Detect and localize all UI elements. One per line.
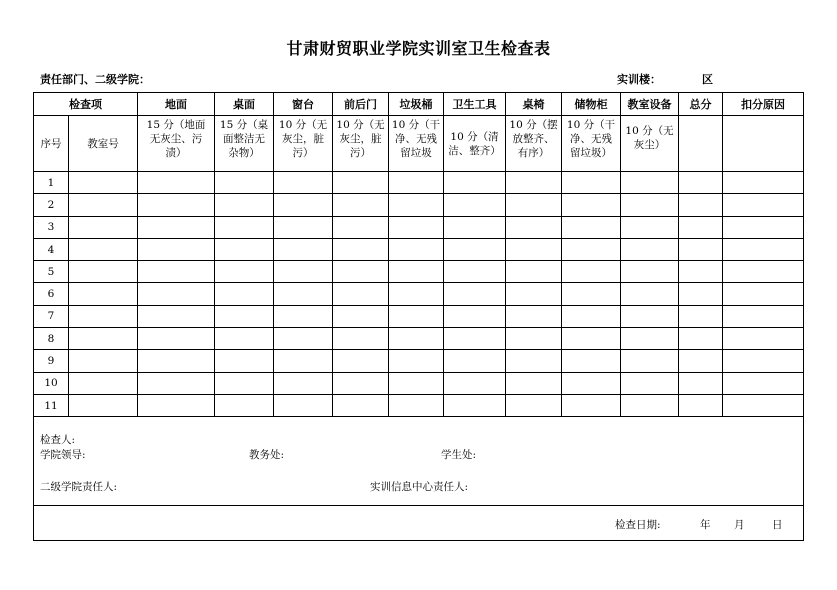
chairs-cell[interactable]: [506, 238, 562, 260]
cabinet-cell[interactable]: [562, 172, 621, 194]
cabinet-cell[interactable]: [562, 238, 621, 260]
total-cell[interactable]: [679, 194, 723, 216]
inspector-label: 检查人:: [40, 434, 76, 447]
chairs-cell[interactable]: [506, 394, 562, 416]
equipment-cell[interactable]: [621, 238, 679, 260]
chairs-cell[interactable]: [506, 216, 562, 238]
chairs-cell[interactable]: [506, 172, 562, 194]
header-equipment: 教室设备: [621, 93, 679, 116]
year-label: 年: [700, 519, 711, 532]
criteria-line: 留垃圾）: [570, 147, 612, 159]
bin-cell[interactable]: [389, 394, 444, 416]
header-window: 窗台: [274, 93, 333, 116]
signature-area: [34, 417, 804, 506]
header-floor: 地面: [138, 93, 215, 116]
criteria-line: 渍）: [165, 147, 187, 159]
reason-cell[interactable]: [723, 194, 804, 216]
inspection-table: [33, 92, 804, 541]
criteria-bin: [389, 116, 444, 172]
window-cell[interactable]: [274, 305, 333, 327]
date-area: [34, 506, 804, 541]
total-cell[interactable]: [679, 305, 723, 327]
tools-cell[interactable]: [444, 238, 506, 260]
criteria-line: 灰尘）: [633, 139, 666, 151]
criteria-line: 洁、整齐）: [448, 144, 501, 157]
door-cell[interactable]: [333, 305, 389, 327]
room-cell[interactable]: [69, 394, 138, 416]
total-cell[interactable]: [679, 261, 723, 283]
door-cell[interactable]: [333, 328, 389, 350]
chairs-cell[interactable]: [506, 350, 562, 372]
criteria-line: 15 分（桌: [219, 119, 269, 131]
total-cell[interactable]: [679, 328, 723, 350]
training-center-head-label: 实训信息中心责任人:: [370, 481, 469, 494]
room-cell[interactable]: [69, 305, 138, 327]
window-cell[interactable]: [274, 238, 333, 260]
bin-cell[interactable]: [389, 172, 444, 194]
equipment-cell[interactable]: [621, 372, 679, 394]
cabinet-cell[interactable]: [562, 328, 621, 350]
reason-cell[interactable]: [723, 216, 804, 238]
criteria-line: 留垃圾: [400, 147, 432, 159]
equipment-cell[interactable]: [621, 216, 679, 238]
floor-cell[interactable]: [138, 216, 215, 238]
table-row: [34, 216, 804, 238]
desk-cell[interactable]: [215, 305, 274, 327]
row-number: 4: [34, 238, 69, 260]
criteria-line: 10 分（干: [391, 119, 441, 131]
total-cell[interactable]: [679, 238, 723, 260]
room-cell[interactable]: [69, 350, 138, 372]
criteria-floor: [138, 116, 215, 172]
table-row: [34, 238, 804, 260]
chairs-cell[interactable]: [506, 328, 562, 350]
equipment-cell[interactable]: [621, 328, 679, 350]
footer-signatures-row: [34, 417, 804, 506]
criteria-line: 10 分（清: [450, 130, 499, 143]
desk-cell[interactable]: [215, 350, 274, 372]
header-door: 前后门: [333, 93, 389, 116]
tools-cell[interactable]: [444, 305, 506, 327]
bin-cell[interactable]: [389, 305, 444, 327]
criteria-line: 灰尘，脏: [282, 133, 324, 145]
floor-cell[interactable]: [138, 261, 215, 283]
desk-cell[interactable]: [215, 372, 274, 394]
criteria-line: 放整齐、: [512, 133, 555, 145]
criteria-line: 净、无残: [395, 133, 437, 145]
bin-cell[interactable]: [389, 261, 444, 283]
header-row: [34, 93, 804, 116]
room-cell[interactable]: [69, 194, 138, 216]
criteria-door: [333, 116, 389, 172]
room-cell[interactable]: [69, 328, 138, 350]
table-row: [34, 394, 804, 416]
criteria-line: 15 分（地面: [146, 119, 206, 131]
reason-cell[interactable]: [723, 372, 804, 394]
floor-cell[interactable]: [138, 194, 215, 216]
bin-cell[interactable]: [389, 372, 444, 394]
room-cell[interactable]: [69, 372, 138, 394]
criteria-line: 杂物）: [228, 147, 260, 159]
bin-cell[interactable]: [389, 283, 444, 305]
header-desk: 桌面: [215, 93, 274, 116]
row-number: 6: [34, 283, 69, 305]
reason-cell[interactable]: [723, 328, 804, 350]
desk-cell[interactable]: [215, 172, 274, 194]
building-label: 实训楼：: [617, 73, 661, 86]
row-number: 1: [34, 172, 69, 194]
row-number: 2: [34, 194, 69, 216]
reason-cell[interactable]: [723, 261, 804, 283]
cabinet-cell[interactable]: [562, 261, 621, 283]
cabinet-cell[interactable]: [562, 372, 621, 394]
chairs-cell[interactable]: [506, 283, 562, 305]
header-total: 总分: [679, 93, 723, 116]
criteria-line: 10 分（摆: [509, 119, 558, 131]
criteria-line: 污）: [350, 147, 371, 159]
desk-cell[interactable]: [215, 194, 274, 216]
criteria-line: 污）: [292, 147, 314, 159]
room-cell[interactable]: [69, 238, 138, 260]
header-cabinet: 储物柜: [562, 93, 621, 116]
reason-cell[interactable]: [723, 394, 804, 416]
total-cell[interactable]: [679, 372, 723, 394]
criteria-row: [34, 116, 804, 172]
bin-cell[interactable]: [389, 194, 444, 216]
secondary-college-head-label: 二级学院责任人:: [40, 481, 118, 494]
floor-cell[interactable]: [138, 238, 215, 260]
window-cell[interactable]: [274, 216, 333, 238]
bin-cell[interactable]: [389, 328, 444, 350]
chairs-cell[interactable]: [506, 372, 562, 394]
reason-cell[interactable]: [723, 172, 804, 194]
window-cell[interactable]: [274, 283, 333, 305]
tools-cell[interactable]: [444, 328, 506, 350]
area-label: 区: [702, 73, 713, 86]
row-number: 10: [34, 372, 69, 394]
desk-cell[interactable]: [215, 261, 274, 283]
tools-cell[interactable]: [444, 372, 506, 394]
equipment-cell[interactable]: [621, 394, 679, 416]
criteria-line: 10 分（干: [566, 119, 616, 131]
criteria-line: 无灰尘、污: [149, 133, 203, 145]
equipment-cell[interactable]: [621, 283, 679, 305]
desk-cell[interactable]: [215, 238, 274, 260]
chairs-cell[interactable]: [506, 305, 562, 327]
subheader-room: 教室号: [69, 116, 138, 172]
cabinet-cell[interactable]: [562, 194, 621, 216]
criteria-chairs: [506, 116, 562, 172]
criteria-line: 面整洁无: [223, 133, 265, 145]
criteria-desk: [215, 116, 274, 172]
total-cell[interactable]: [679, 172, 723, 194]
day-label: 日: [772, 519, 783, 532]
room-cell[interactable]: [69, 172, 138, 194]
inspection-date-label: 检查日期:: [615, 519, 661, 532]
door-cell[interactable]: [333, 238, 389, 260]
floor-cell[interactable]: [138, 350, 215, 372]
room-cell[interactable]: [69, 216, 138, 238]
table-row: [34, 261, 804, 283]
equipment-cell[interactable]: [621, 172, 679, 194]
desk-cell[interactable]: [215, 394, 274, 416]
desk-cell[interactable]: [215, 328, 274, 350]
footer-date-row: [34, 506, 804, 541]
door-cell[interactable]: [333, 283, 389, 305]
cabinet-cell[interactable]: [562, 216, 621, 238]
floor-cell[interactable]: [138, 172, 215, 194]
door-cell[interactable]: [333, 372, 389, 394]
header-bin: 垃圾桶: [389, 93, 444, 116]
criteria-reason: [723, 116, 804, 172]
room-cell[interactable]: [69, 283, 138, 305]
tools-cell[interactable]: [444, 394, 506, 416]
door-cell[interactable]: [333, 216, 389, 238]
cabinet-cell[interactable]: [562, 283, 621, 305]
table-row: [34, 372, 804, 394]
floor-cell[interactable]: [138, 283, 215, 305]
bin-cell[interactable]: [389, 238, 444, 260]
window-cell[interactable]: [274, 261, 333, 283]
door-cell[interactable]: [333, 194, 389, 216]
criteria-tools: [444, 116, 506, 172]
window-cell[interactable]: [274, 350, 333, 372]
reason-cell[interactable]: [723, 238, 804, 260]
equipment-cell[interactable]: [621, 194, 679, 216]
equipment-cell[interactable]: [621, 305, 679, 327]
tools-cell[interactable]: [444, 194, 506, 216]
door-cell[interactable]: [333, 261, 389, 283]
equipment-cell[interactable]: [621, 350, 679, 372]
room-cell[interactable]: [69, 261, 138, 283]
tools-cell[interactable]: [444, 172, 506, 194]
header-check-item: 检查项: [34, 93, 138, 116]
row-number: 8: [34, 328, 69, 350]
criteria-cabinet: [562, 116, 621, 172]
reason-cell[interactable]: [723, 283, 804, 305]
tools-cell[interactable]: [444, 350, 506, 372]
table-row: [34, 283, 804, 305]
desk-cell[interactable]: [215, 216, 274, 238]
month-label: 月: [734, 519, 745, 532]
window-cell[interactable]: [274, 372, 333, 394]
row-number: 5: [34, 261, 69, 283]
window-cell[interactable]: [274, 172, 333, 194]
chairs-cell[interactable]: [506, 194, 562, 216]
tools-cell[interactable]: [444, 261, 506, 283]
table-row: [34, 328, 804, 350]
criteria-line: 10 分（无: [336, 119, 385, 131]
department-label: 责任部门、二级学院：: [40, 73, 150, 86]
academic-office-label: 教务处:: [249, 449, 285, 462]
equipment-cell[interactable]: [621, 261, 679, 283]
reason-cell[interactable]: [723, 305, 804, 327]
total-cell[interactable]: [679, 283, 723, 305]
bin-cell[interactable]: [389, 350, 444, 372]
criteria-window: [274, 116, 333, 172]
criteria-line: 灰尘，脏: [339, 133, 382, 145]
criteria-line: 10 分（无: [625, 125, 674, 137]
table-row: [34, 350, 804, 372]
door-cell[interactable]: [333, 172, 389, 194]
table-row: [34, 194, 804, 216]
reason-cell[interactable]: [723, 350, 804, 372]
table-row: [34, 172, 804, 194]
header-reason: 扣分原因: [723, 93, 804, 116]
bin-cell[interactable]: [389, 216, 444, 238]
tools-cell[interactable]: [444, 216, 506, 238]
row-number: 3: [34, 216, 69, 238]
table-row: [34, 305, 804, 327]
criteria-line: 10 分（无: [278, 119, 328, 131]
header-tools: 卫生工具: [444, 93, 506, 116]
window-cell[interactable]: [274, 194, 333, 216]
desk-cell[interactable]: [215, 283, 274, 305]
total-cell[interactable]: [679, 216, 723, 238]
criteria-total: [679, 116, 723, 172]
cabinet-cell[interactable]: [562, 394, 621, 416]
criteria-line: 净、无残: [570, 133, 612, 145]
chairs-cell[interactable]: [506, 261, 562, 283]
window-cell[interactable]: [274, 328, 333, 350]
door-cell[interactable]: [333, 394, 389, 416]
floor-cell[interactable]: [138, 305, 215, 327]
door-cell[interactable]: [333, 350, 389, 372]
college-leader-label: 学院领导:: [40, 449, 86, 462]
row-number: 9: [34, 350, 69, 372]
window-cell[interactable]: [274, 394, 333, 416]
total-cell[interactable]: [679, 394, 723, 416]
tools-cell[interactable]: [444, 283, 506, 305]
cabinet-cell[interactable]: [562, 350, 621, 372]
row-number: 11: [34, 394, 69, 416]
floor-cell[interactable]: [138, 372, 215, 394]
floor-cell[interactable]: [138, 328, 215, 350]
header-chairs: 桌椅: [506, 93, 562, 116]
student-office-label: 学生处:: [441, 449, 477, 462]
floor-cell[interactable]: [138, 394, 215, 416]
row-number: 7: [34, 305, 69, 327]
cabinet-cell[interactable]: [562, 305, 621, 327]
page-title: 甘肃财贸职业学院实训室卫生检查表: [286, 39, 551, 58]
criteria-line: 有序）: [517, 147, 550, 159]
subheader-seq: 序号: [34, 116, 69, 172]
criteria-equipment: [621, 116, 679, 172]
total-cell[interactable]: [679, 350, 723, 372]
